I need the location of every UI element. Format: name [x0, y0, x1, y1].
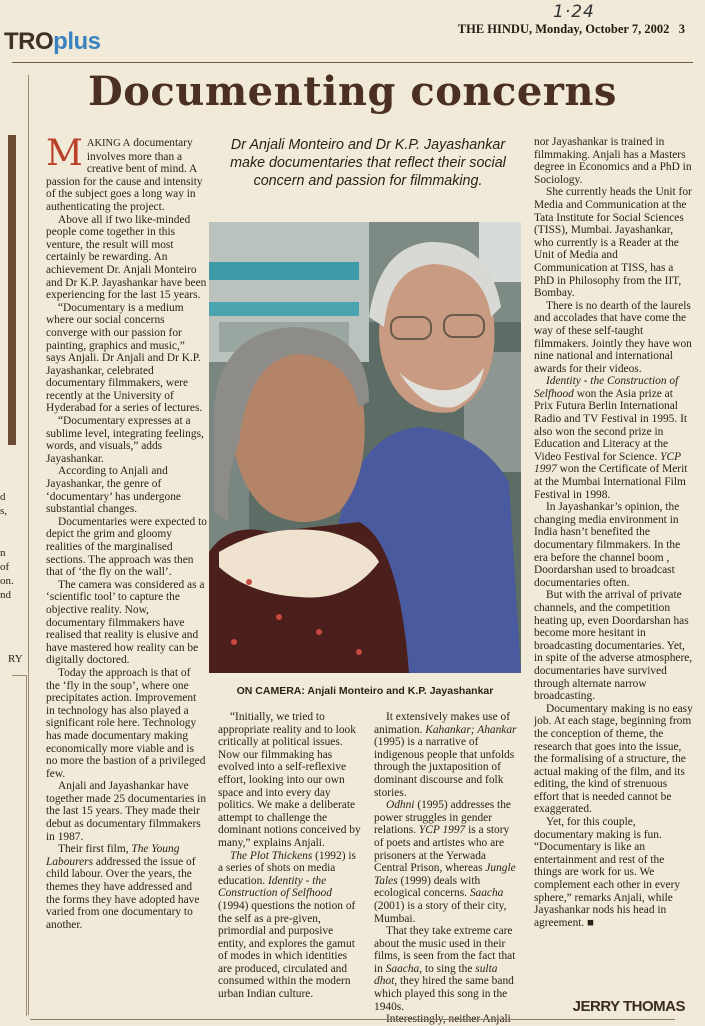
- paragraph: “Documentary expresses at a sublime level, integrating feelings, words, and visuals,” adds Jayashankar.: [46, 415, 204, 465]
- paragraph: [374, 711, 520, 799]
- margin-fragment: nd: [0, 589, 11, 601]
- bottom-rule: [30, 1019, 675, 1020]
- text-run: , they hired the same band which played this song in the 1940s.: [374, 975, 514, 1013]
- lead-caps: AKING A: [86, 138, 131, 149]
- film-title: The Plot Thickens: [230, 849, 313, 862]
- paragraph: [374, 799, 520, 925]
- text-run: (1999) deals with ecological concerns.: [374, 874, 481, 900]
- dateline: THE HINDU, Monday, October 7, 2002 3: [457, 22, 685, 36]
- margin-fragment: on.: [0, 575, 14, 587]
- text-run: won the Asia prize at Prix Futura Berlin International Radio and TV Festival in 1995. It also won the second prize in Education and Literacy at the Video Festival for Science.: [534, 387, 688, 463]
- text-run: That they take extreme care about the music used in their films, is seen from the fact that in: [374, 925, 516, 975]
- text-run: Their first film,: [58, 843, 132, 856]
- text-run: It extensively makes use of animation.: [374, 711, 510, 736]
- film-title: YCP 1997: [418, 824, 466, 837]
- section-brand-suffix: plus: [53, 28, 101, 55]
- adjacent-photo-edge: [8, 135, 16, 445]
- text-run: (1995) is a narrative of indigenous people that unfolds through the juxtaposition of dominant discourse and folk stories.: [374, 736, 515, 799]
- paragraph: Today the approach is that of the ‘fly in the soup’, where one precipitates action. Improvement in technology has also played a significant role here. Technology has made documentary making economically more viable and is no more the bastion of a privileged few.: [46, 666, 206, 780]
- article-column-3: [374, 711, 520, 1026]
- margin-fragment: [0, 518, 28, 532]
- paragraph: “Initially, we tried to appropriate reality and to look critically at political issues. Now our filmmaking has evolved into a self-reflexive effort, looking into our own space and into every day politics. We make a deliberate attempt to challenge the dominant notions conceived by many,” explains Anjali.: [218, 711, 361, 849]
- lead-text: documentary involves more than a creative bent of mind. A passion for the cause and intensity of the subject goes a long way in authenticating the project.: [46, 137, 203, 213]
- paragraph: [374, 925, 520, 1013]
- margin-fragment: [0, 532, 28, 546]
- lead-paragraph: [46, 133, 207, 214]
- article-column-2: [218, 711, 362, 1001]
- handwritten-page-note: 1·24: [553, 2, 595, 22]
- paragraph: [218, 850, 362, 1001]
- paragraph: Documentaries were expected to depict the grim and gloomy realities of the marginalised sections. The approach was then that of ‘the fly on the wall’.: [46, 515, 207, 579]
- text-run: (2001) is a story of their city, Mumbai.: [374, 899, 507, 925]
- text-run: (1994) questions the notion of the self as a pre-given, primordial and purposive entity, and explores the gamut of modes in which identities are produced, circulated and consumed within the modern urban Indian culture.: [218, 899, 356, 1001]
- drop-cap: M: [46, 133, 83, 174]
- adjacent-article-fragments: [0, 490, 28, 602]
- paragraph: Documentary making is no easy job. At each stage, beginning from the conception of theme, the research that goes into the issue, the formalising of a structure, the actual making of the film, and its editing, the kind of strenuous effort that is needed cannot be exaggerated.: [534, 702, 693, 816]
- paragraph: “Documentary is a medium where our social concerns converge with our passion for painting, graphics and music,” says Anjali. Dr Anjali and Dr K.P. Jayashankar, celebrated documentary filmmakers, were recently at the University of Hyderabad for a series of lectures.: [46, 301, 203, 415]
- text-run: , to sing the: [419, 962, 476, 975]
- photo-credit-byline: JERRY THOMAS: [572, 998, 685, 1015]
- text-run: (1995) addresses the power struggles in gender relations.: [374, 799, 511, 837]
- top-rule: [12, 62, 693, 63]
- text-run: is a story of poets and artistes who are prisoners at the Yerwada Central Prison, whereas: [374, 824, 510, 875]
- paragraph: But with the arrival of private channels, and the competition heating up, even Doordarshan has become more hesitant in broadcasting documentaries. Yet, in spite of the adverse atmosphere, documentaries have survived through alternate narrow broadcasting.: [534, 589, 693, 703]
- paragraph: In Jayashankar’s opinion, the changing media environment in India hasn’t benefited the documentary filmmakers. In the era before the channel boom , Doordarshan used to broadcast documentaries often.: [534, 501, 681, 589]
- film-title: Kahankar; Ahankar: [425, 723, 517, 736]
- film-title: Identity - the Construction of Selfhood: [218, 874, 332, 900]
- margin-fragment: of: [0, 561, 10, 573]
- section-brand: [4, 28, 101, 56]
- film-title: Identity - the Construction of Selfhood: [534, 375, 679, 400]
- article-column-4: [534, 136, 693, 929]
- text-run: addressed the issue of child labour. Over the years, the themes they have addressed and the forms they have adopted have varied from one documentary to another.: [46, 855, 200, 931]
- article-photo: [209, 222, 521, 673]
- paragraph: The camera was considered as a ‘scientific tool’ to capture the objective reality. Now, documentary filmmakers have realised that reality is elusive and have mastered how reality can be digitally doctored.: [46, 578, 205, 667]
- paragraph: Above all if two like-minded people come together in this venture, the result will most certainly be rewarding. An achievement Dr. Anjali Monteiro and Dr K.P. Jayashankar have been experiencing for the last 15 years.: [46, 213, 207, 302]
- photo-illustration: [209, 222, 521, 673]
- film-title: YCP 1997: [534, 450, 681, 476]
- deck-subheadline: Dr Anjali Monteiro and Dr K.P. Jayashankar make documentaries that reflect their social concern and passion for filmmaking.: [230, 137, 506, 189]
- film-title: Saacha: [469, 887, 504, 900]
- song-title: sulta dhot: [374, 962, 498, 988]
- article-column-1: [46, 133, 207, 931]
- headline: Documenting concerns: [88, 68, 617, 115]
- paragraph: nor Jayashankar is trained in filmmaking. Anjali has a Masters degree in Economics and a PhD in Sociology.: [534, 136, 692, 186]
- section-brand-prefix: TRO: [4, 28, 54, 55]
- paragraph: There is no dearth of the laurels and accolades that have come the way of these self-taught filmmakers. Jointly they have won nine national and international awards for their videos.: [534, 299, 692, 375]
- text-run: won the Certificate of Merit at the Mumbai International Film Festival in 1998.: [534, 463, 688, 501]
- film-title: The Young Labourers: [46, 843, 180, 868]
- column-rule-left: [28, 75, 29, 1015]
- text-run: (1992) is a series of shots on media education.: [218, 849, 356, 887]
- margin-fragment-ry: RY: [8, 653, 23, 665]
- paragraph: Anjali and Jayashankar have together made 25 documentaries in the last 15 years. They made their debut as documentary filmmakers in 1987.: [46, 780, 207, 843]
- paragraph: [46, 843, 207, 931]
- paragraph: Yet, for this couple, documentary making is fun. “Documentary is like an entertainment and rest of the things are work for us. We complement each other in every sphere,” remarks Anjali, while Jayashankar nods his head in agreement. ■: [534, 816, 681, 929]
- film-title: Odhni: [386, 799, 415, 812]
- photo-caption: ON CAMERA: Anjali Monteiro and K.P. Jayashankar: [236, 685, 494, 697]
- paragraph: She currently heads the Unit for Media and Communication at the Tata Institute for Social Sciences (TISS), Mumbai. Jayashankar, who currently is a Reader at the Unit of Media and Communication at TISS, has a PhD in Philosophy from the IIT, Bombay.: [534, 186, 692, 300]
- paragraph: [534, 375, 693, 501]
- film-title: Jungle Tales: [374, 862, 516, 887]
- paragraph: Interestingly, neither Anjali: [386, 1013, 511, 1026]
- margin-fragment: d: [0, 491, 6, 503]
- margin-fragment: n: [0, 547, 6, 559]
- film-title: Saacha: [385, 962, 420, 975]
- margin-fragment: s,: [0, 505, 8, 517]
- paragraph: According to Anjali and Jayashankar, the genre of ‘documentary’ has undergone substantial changes.: [46, 465, 181, 516]
- adjacent-box-border: [12, 675, 27, 1016]
